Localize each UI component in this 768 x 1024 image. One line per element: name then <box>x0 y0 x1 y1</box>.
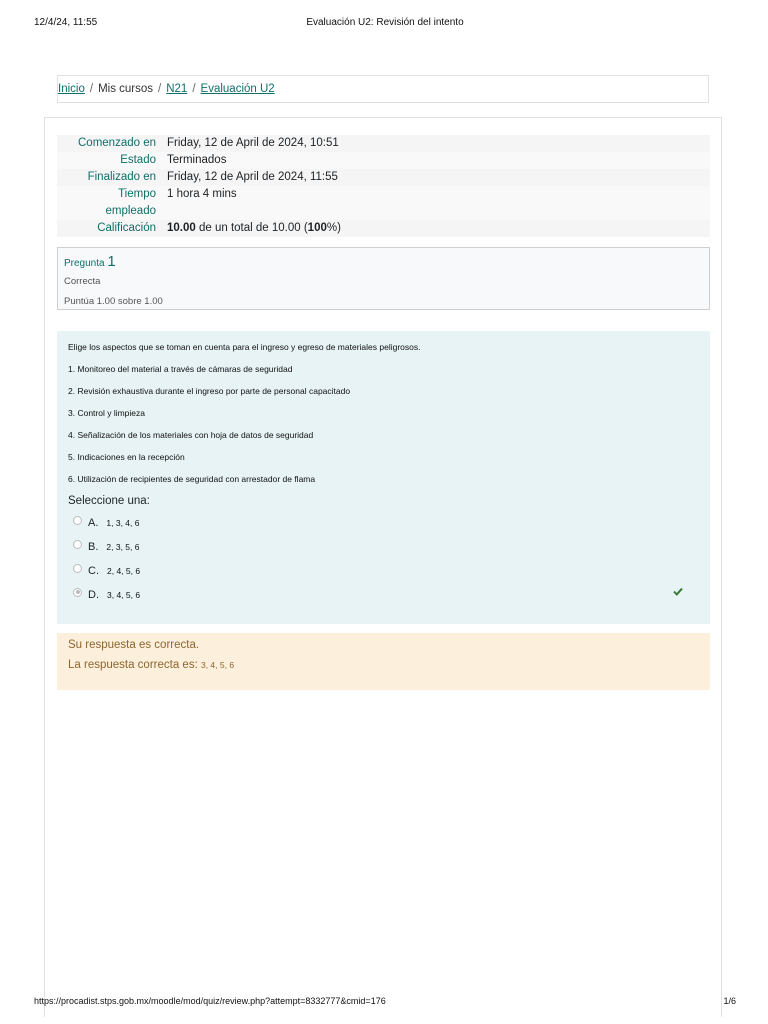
summary-row-time-taken <box>57 186 710 220</box>
print-page-title: Evaluación U2: Revisión del intento <box>306 17 464 28</box>
summary-row-state <box>57 152 710 169</box>
answer-option-a[interactable] <box>68 511 699 535</box>
question-formulation <box>57 331 710 624</box>
question-text-line: 5. Indicaciones en la recepción <box>68 452 185 462</box>
breadcrumb-quiz-link[interactable]: Evaluación U2 <box>200 83 275 95</box>
answer-option-d[interactable] <box>68 583 699 607</box>
breadcrumb <box>57 75 709 103</box>
summary-value: Friday, 12 de April de 2024, 11:55 <box>167 171 338 183</box>
breadcrumb-separator: / <box>158 83 162 95</box>
radio-button[interactable] <box>73 564 82 573</box>
summary-label: Finalizado en <box>87 171 156 183</box>
summary-label: Calificación <box>97 222 156 234</box>
question-grade: Puntúa 1.00 sobre 1.00 <box>64 296 163 307</box>
answer-text: 3, 4, 5, 6 <box>107 590 141 600</box>
answer-text: 2, 3, 5, 6 <box>106 542 140 552</box>
answer-options <box>68 511 699 607</box>
question-text-line: 6. Utilización de recipientes de seguridad con arrestador de flama <box>68 474 316 484</box>
feedback-correct-answer-value: 3, 4, 5, 6 <box>200 660 235 670</box>
summary-label: Comenzado en <box>78 137 156 149</box>
summary-label-line: Tiempo <box>118 188 156 200</box>
answer-prompt: Seleccione una: <box>68 495 150 507</box>
question-text-line: 3. Control y limpieza <box>68 408 146 418</box>
question-text-line: 4. Señalización de los materiales con hoja de datos de seguridad <box>68 430 314 440</box>
summary-row-finished <box>57 169 710 186</box>
question-text-line: 2. Revisión exhaustiva durante el ingreso por parte de personal capacitado <box>68 386 351 396</box>
check-icon <box>673 587 683 599</box>
grade-middle-text: de un total de 10.00 ( <box>195 222 308 234</box>
answer-feedback <box>57 633 710 690</box>
feedback-correct-answer <box>68 659 699 671</box>
grade-percent: 100 <box>307 222 327 234</box>
question-info-box <box>57 247 710 310</box>
print-page-number: 1/6 <box>723 996 736 1006</box>
summary-row-started <box>57 135 710 152</box>
answer-letter: B. <box>88 541 99 553</box>
feedback-correct-answer-prefix: La respuesta correcta es: <box>68 659 201 671</box>
answer-option-c[interactable] <box>68 559 699 583</box>
breadcrumb-my-courses: Mis cursos <box>98 83 154 95</box>
question-number-value: 1 <box>107 253 116 270</box>
question-status: Correcta <box>64 276 101 287</box>
summary-grade-value <box>167 220 710 237</box>
answer-letter: D. <box>88 589 99 601</box>
print-datetime: 12/4/24, 11:55 <box>34 17 98 28</box>
radio-button-selected[interactable] <box>73 588 82 597</box>
feedback-correct-message: Su respuesta es correcta. <box>68 639 200 651</box>
breadcrumb-separator: / <box>192 83 196 95</box>
question-number-prefix: Pregunta <box>64 258 105 269</box>
summary-value: Friday, 12 de April de 2024, 10:51 <box>167 137 339 149</box>
answer-letter: C. <box>88 565 99 577</box>
grade-suffix: %) <box>326 222 341 234</box>
summary-value: Terminados <box>167 154 227 166</box>
answer-letter: A. <box>88 517 99 529</box>
answer-text: 1, 3, 4, 6 <box>106 518 140 528</box>
radio-button[interactable] <box>73 516 82 525</box>
question-text-line: 1. Monitoreo del material a través de cámaras de seguridad <box>68 364 293 374</box>
question-text-line: Elige los aspectos que se toman en cuenta para el ingreso y egreso de materiales peligrosos. <box>68 342 421 352</box>
summary-row-grade <box>57 220 710 237</box>
breadcrumb-course-link[interactable]: N21 <box>166 83 188 95</box>
breadcrumb-home-link[interactable]: Inicio <box>58 83 85 95</box>
radio-button[interactable] <box>73 540 82 549</box>
grade-score: 10.00 <box>167 222 196 234</box>
summary-label-line: empleado <box>105 205 156 217</box>
summary-value: 1 hora 4 mins <box>167 188 237 200</box>
summary-label <box>57 186 167 220</box>
breadcrumb-separator: / <box>89 83 94 95</box>
print-header <box>34 17 736 31</box>
print-url: https://procadist.stps.gob.mx/moodle/mod/quiz/review.php?attempt=8332777&cmid=176 <box>34 996 386 1006</box>
question-number <box>64 253 703 270</box>
attempt-summary-table <box>57 135 710 237</box>
answer-text: 2, 4, 5, 6 <box>107 566 141 576</box>
summary-label: Estado <box>120 154 156 166</box>
print-footer <box>34 996 736 1010</box>
answer-option-b[interactable] <box>68 535 699 559</box>
